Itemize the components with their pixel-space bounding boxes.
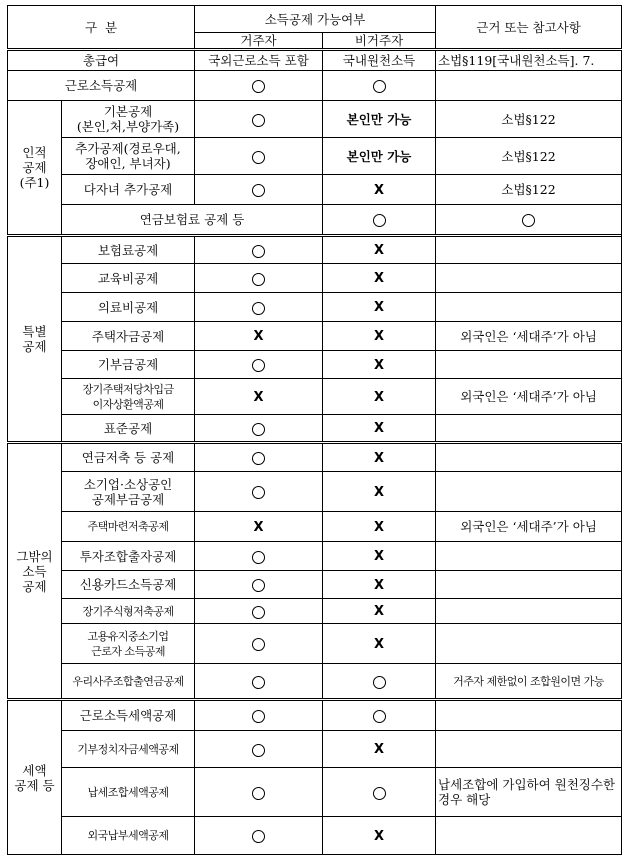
table-row (8, 415, 622, 443)
nonresident-cell (323, 571, 436, 599)
x-mark-icon: X (374, 243, 385, 258)
circle-mark-icon (252, 744, 265, 757)
note-cell (436, 542, 622, 571)
table-row (8, 101, 622, 138)
nonresident-cell (323, 415, 436, 443)
total-salary-nonresident: 국내원천소득 (323, 50, 436, 71)
table-row (8, 175, 622, 205)
nonresident-cell (323, 322, 436, 351)
nonresident-cell (323, 731, 436, 768)
x-mark-icon: X (374, 828, 385, 844)
circle-mark-icon (252, 579, 265, 592)
nonresident-cell (323, 71, 436, 101)
resident-cell (195, 322, 323, 351)
note-cell (436, 264, 622, 293)
resident-cell (195, 731, 323, 768)
nonresident-cell (323, 138, 436, 175)
row-label: 표준공제 (62, 415, 195, 443)
table-row (8, 293, 622, 322)
row-label: 연금보험료 공제 등 (62, 205, 323, 236)
circle-mark-icon (252, 273, 265, 286)
circle-mark-icon (252, 359, 265, 372)
mark-text: 본인만 가능 (346, 148, 412, 164)
resident-cell (195, 175, 323, 205)
nonresident-cell (323, 293, 436, 322)
resident-cell (195, 624, 323, 664)
nonresident-cell (323, 379, 436, 415)
nonresident-cell (323, 264, 436, 293)
nonresident-cell (323, 236, 436, 264)
note-cell (436, 731, 622, 768)
note-cell: 납세조합에 가입하여 원천징수한 경우 해당 (436, 768, 622, 817)
resident-cell (195, 542, 323, 571)
nonresident-cell (323, 472, 436, 512)
resident-cell (195, 571, 323, 599)
table-row (8, 236, 622, 264)
note-cell (436, 817, 622, 855)
note-cell (436, 472, 622, 512)
nonresident-cell (323, 817, 436, 855)
x-mark-icon: X (374, 271, 385, 286)
note-cell (436, 700, 622, 731)
table-row (8, 512, 622, 542)
circle-mark-icon (252, 245, 265, 258)
resident-cell (195, 817, 323, 855)
table-row (8, 71, 622, 101)
group-special: 특별 공제 (8, 236, 62, 443)
circle-mark-icon (252, 80, 265, 93)
header-basis: 근거 또는 참고사항 (436, 6, 622, 50)
row-label: 납세조합세액공제 (62, 768, 195, 817)
resident-cell (195, 101, 323, 138)
nonresident-cell (323, 664, 436, 700)
note-cell (436, 599, 622, 624)
row-label: 다자녀 추가공제 (62, 175, 195, 205)
circle-mark-icon (373, 710, 386, 723)
note-cell: 소법§122 (436, 175, 622, 205)
note-cell: 외국인은 ‘세대주’가 아님 (436, 379, 622, 415)
note-cell (436, 71, 622, 101)
total-salary-label: 총급여 (8, 50, 195, 71)
circle-mark-icon (373, 80, 386, 93)
circle-mark-icon (252, 638, 265, 651)
table-row (8, 817, 622, 855)
x-mark-icon: X (253, 389, 264, 405)
circle-mark-icon (252, 830, 265, 843)
row-label: 의료비공제 (62, 293, 195, 322)
circle-mark-icon (252, 710, 265, 723)
x-mark-icon: X (374, 329, 385, 344)
nonresident-cell (323, 443, 436, 472)
circle-mark-icon (252, 114, 265, 127)
row-label: 우리사주조합출연금공제 (62, 664, 195, 700)
table-row (8, 571, 622, 599)
mark-text: 본인만 가능 (346, 111, 412, 127)
row-label: 교육비공제 (62, 264, 195, 293)
table-row (8, 599, 622, 624)
group-personal: 인적 공제 (주1) (8, 101, 62, 236)
note-cell: 외국인은 ‘세대주’가 아님 (436, 512, 622, 542)
nonresident-cell (323, 768, 436, 817)
x-mark-icon: X (253, 329, 264, 344)
resident-cell (323, 205, 436, 236)
resident-cell (195, 512, 323, 542)
table-row (8, 664, 622, 700)
row-label: 주택자금공제 (62, 322, 195, 351)
table-row (8, 542, 622, 571)
header-resident: 거주자 (195, 33, 323, 50)
circle-mark-icon (252, 606, 265, 619)
circle-mark-icon (252, 676, 265, 689)
row-label: 소기업·소상공인 공제부금공제 (62, 472, 195, 512)
note-cell (436, 293, 622, 322)
table-row (8, 351, 622, 379)
row-label: 장기주식형저축공제 (62, 599, 195, 624)
table-row (8, 138, 622, 175)
note-cell: 외국인은 ‘세대주’가 아님 (436, 322, 622, 351)
note-cell: 소법§122 (436, 138, 622, 175)
x-mark-icon: X (374, 421, 385, 436)
x-mark-icon: X (374, 300, 385, 315)
circle-mark-icon (373, 787, 386, 800)
table-row (8, 768, 622, 817)
table-row (8, 322, 622, 351)
resident-cell (195, 264, 323, 293)
total-salary-note: 소법§119[국내원천소득]. 7. (436, 50, 622, 71)
nonresident-cell (323, 101, 436, 138)
resident-cell (195, 443, 323, 472)
row-label: 근로소득세액공제 (62, 700, 195, 731)
nonresident-cell (323, 542, 436, 571)
nonresident-cell (323, 700, 436, 731)
resident-cell (195, 415, 323, 443)
x-mark-icon: X (374, 450, 385, 466)
deduction-table (7, 5, 622, 855)
note-cell (436, 415, 622, 443)
row-label: 연금저축 등 공제 (62, 443, 195, 472)
row-label: 투자조합출자공제 (62, 542, 195, 571)
row-label: 기본공제 (본인,처,부양가족) (62, 101, 195, 138)
note-cell (436, 443, 622, 472)
row-label: 추가공제(경로우대, 장애인, 부녀자) (62, 138, 195, 175)
nonresident-cell (436, 205, 622, 236)
circle-mark-icon (252, 551, 265, 564)
nonresident-cell (323, 624, 436, 664)
group-tax-credit: 세액 공제 등 (8, 700, 62, 855)
circle-mark-icon (252, 423, 265, 436)
note-cell (436, 351, 622, 379)
x-mark-icon: X (374, 549, 385, 564)
header-availability: 소득공제 가능여부 (195, 6, 436, 33)
table-row (8, 443, 622, 472)
resident-cell (195, 700, 323, 731)
circle-mark-icon (252, 452, 265, 465)
x-mark-icon: X (374, 604, 385, 619)
resident-cell (195, 351, 323, 379)
note-cell (436, 571, 622, 599)
resident-cell (195, 599, 323, 624)
x-mark-icon: X (374, 357, 385, 373)
circle-mark-icon (252, 486, 265, 499)
table-row (8, 731, 622, 768)
note-cell (436, 624, 622, 664)
table-row (8, 472, 622, 512)
note-cell (436, 236, 622, 264)
row-label: 보험료공제 (62, 236, 195, 264)
circle-mark-icon (373, 214, 386, 227)
resident-cell (195, 293, 323, 322)
resident-cell (195, 236, 323, 264)
nonresident-cell (323, 351, 436, 379)
row-label: 외국납부세액공제 (62, 817, 195, 855)
circle-mark-icon (252, 787, 265, 800)
x-mark-icon: X (374, 742, 385, 757)
row-label: 주택마련저축공제 (62, 512, 195, 542)
total-salary-resident: 국외근로소득 포함 (195, 50, 323, 71)
x-mark-icon: X (253, 519, 264, 535)
note-cell: 거주자 제한없이 조합원이면 가능 (436, 664, 622, 700)
x-mark-icon: X (374, 577, 385, 593)
x-mark-icon: X (374, 519, 385, 535)
resident-cell (195, 379, 323, 415)
row-label: 기부정치자금세액공제 (62, 731, 195, 768)
x-mark-icon: X (374, 389, 385, 405)
row-label: 장기주택저당차입금 이자상환액공제 (62, 379, 195, 415)
table-row (8, 624, 622, 664)
circle-mark-icon (252, 302, 265, 315)
resident-cell (195, 138, 323, 175)
note-cell: 소법§122 (436, 101, 622, 138)
header-nonresident: 비거주자 (323, 33, 436, 50)
resident-cell (195, 472, 323, 512)
row-label: 기부금공제 (62, 351, 195, 379)
row-label: 신용카드소득공제 (62, 571, 195, 599)
x-mark-icon: X (374, 636, 385, 652)
header-category: 구 분 (8, 6, 195, 50)
circle-mark-icon (252, 184, 265, 197)
row-label: 고용유지중소기업 근로자 소득공제 (62, 624, 195, 664)
nonresident-cell (323, 175, 436, 205)
resident-cell (195, 768, 323, 817)
row-label: 근로소득공제 (8, 71, 195, 101)
resident-cell (195, 71, 323, 101)
resident-cell (195, 664, 323, 700)
circle-mark-icon (522, 214, 535, 227)
group-other-income: 그밖의 소득 공제 (8, 443, 62, 700)
table-row (8, 205, 622, 236)
circle-mark-icon (373, 676, 386, 689)
nonresident-cell (323, 512, 436, 542)
circle-mark-icon (252, 151, 265, 164)
table-row (8, 264, 622, 293)
table-row (8, 379, 622, 415)
table-row (8, 700, 622, 731)
x-mark-icon: X (374, 182, 385, 198)
nonresident-cell (323, 599, 436, 624)
x-mark-icon: X (374, 484, 385, 500)
